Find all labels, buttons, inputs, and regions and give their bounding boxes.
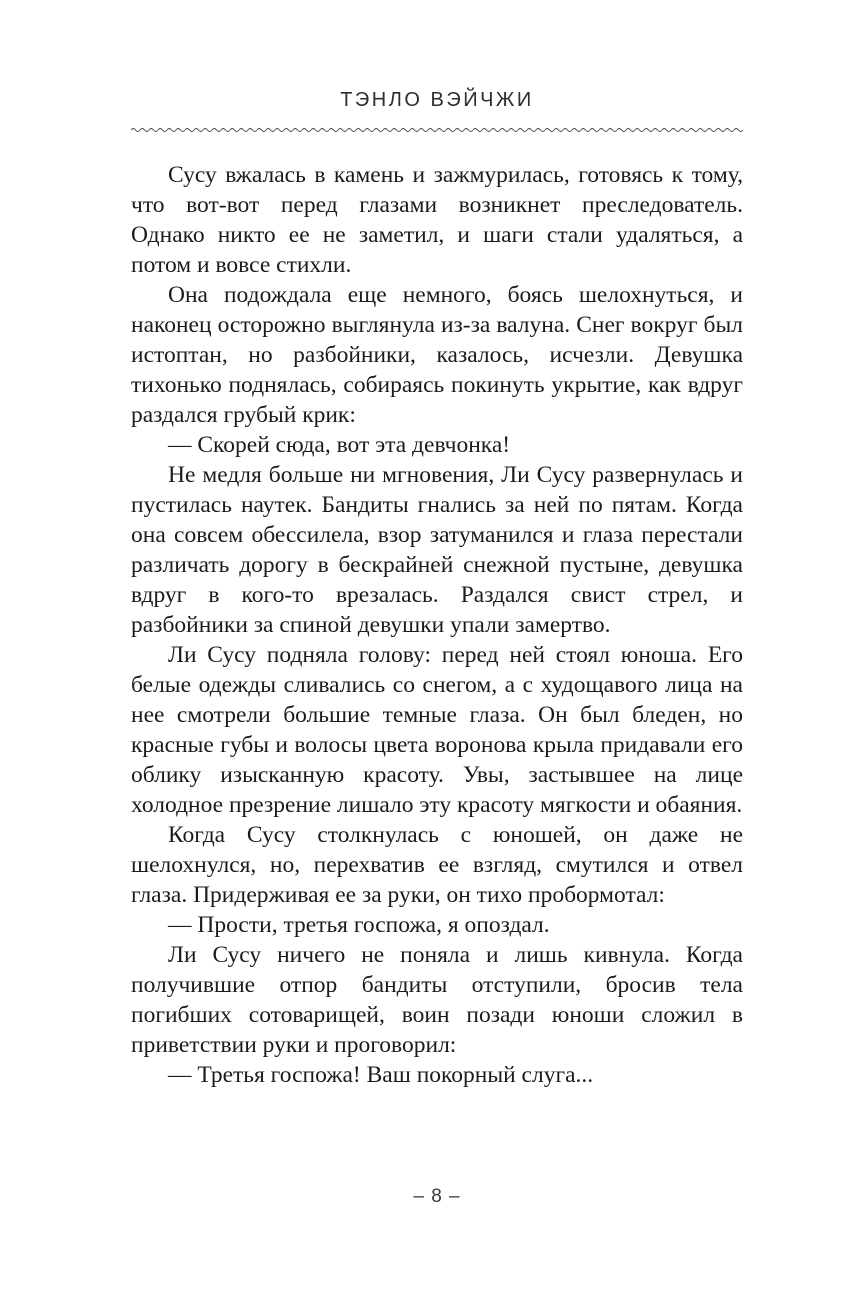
prose-paragraph: Ли Сусу подняла голову: перед ней стоял юноша. Его белые одежды сливались со снегом, а с худощавого лица на нее смотрели большие темные глаза. Он был бледен, но красные губы и волосы цвета воронова крыла придавали его облику изысканную красоту. Увы, застывшее на лице холодное презрение лишало эту красоту мягкости и обаяния.	[131, 642, 743, 818]
page-header	[131, 88, 743, 133]
page-footer	[131, 1186, 743, 1208]
prose-paragraph: Ли Сусу ничего не поняла и лишь кивнула. Когда получившие отпор бандиты отступили, бросив тела погибших сотоварищей, воин позади юноши сложил в приветствии руки и проговорил:	[131, 942, 743, 1058]
prose-paragraph: Не медля больше ни мгновения, Ли Сусу развернулась и пустилась наутек. Бандиты гнались за ней по пятам. Когда она совсем обессилела, взор затуманился и глаза перестали различать дорогу в бескрайней снежной пустыне, девушка вдруг в кого-то врезалась. Раздался свист стрел, и разбойники за спиной девушки упали замертво.	[131, 462, 743, 638]
dialogue-paragraph: — Скорей сюда, вот эта девчонка!	[168, 432, 511, 458]
text-column	[131, 88, 743, 1090]
page-number: – 8 –	[413, 1186, 461, 1207]
prose-paragraph: Сусу вжалась в камень и зажмурилась, готовясь к тому, что вот-вот перед глазами возникнет преследователь. Однако никто ее не заметил, и шаги стали удаляться, а потом и вовсе стихли.	[131, 162, 743, 278]
dialogue-paragraph: — Прости, третья госпожа, я опоздал.	[168, 912, 550, 938]
wavy-separator-icon	[131, 125, 743, 133]
prose-paragraph: Когда Сусу столкнулась с юношей, он даже не шелохнулся, но, перехватив ее взгляд, смутился и отвел глаза. Придерживая ее за руки, он тихо пробормотал:	[131, 822, 743, 908]
separator-row	[131, 125, 743, 133]
prose-paragraph: Она подождала еще немного, боясь шелохнуться, и наконец осторожно выглянула из-за валуна. Снег вокруг был истоптан, но разбойники, казалось, исчезли. Девушка тихонько поднялась, собираясь покинуть укрытие, как вдруг раздался грубый крик:	[131, 282, 743, 428]
running-head: ТЭНЛО ВЭЙЧЖИ	[340, 89, 534, 111]
dialogue-paragraph: — Третья госпожа! Ваш покорный слуга...	[168, 1062, 594, 1088]
page-body	[131, 160, 743, 1090]
